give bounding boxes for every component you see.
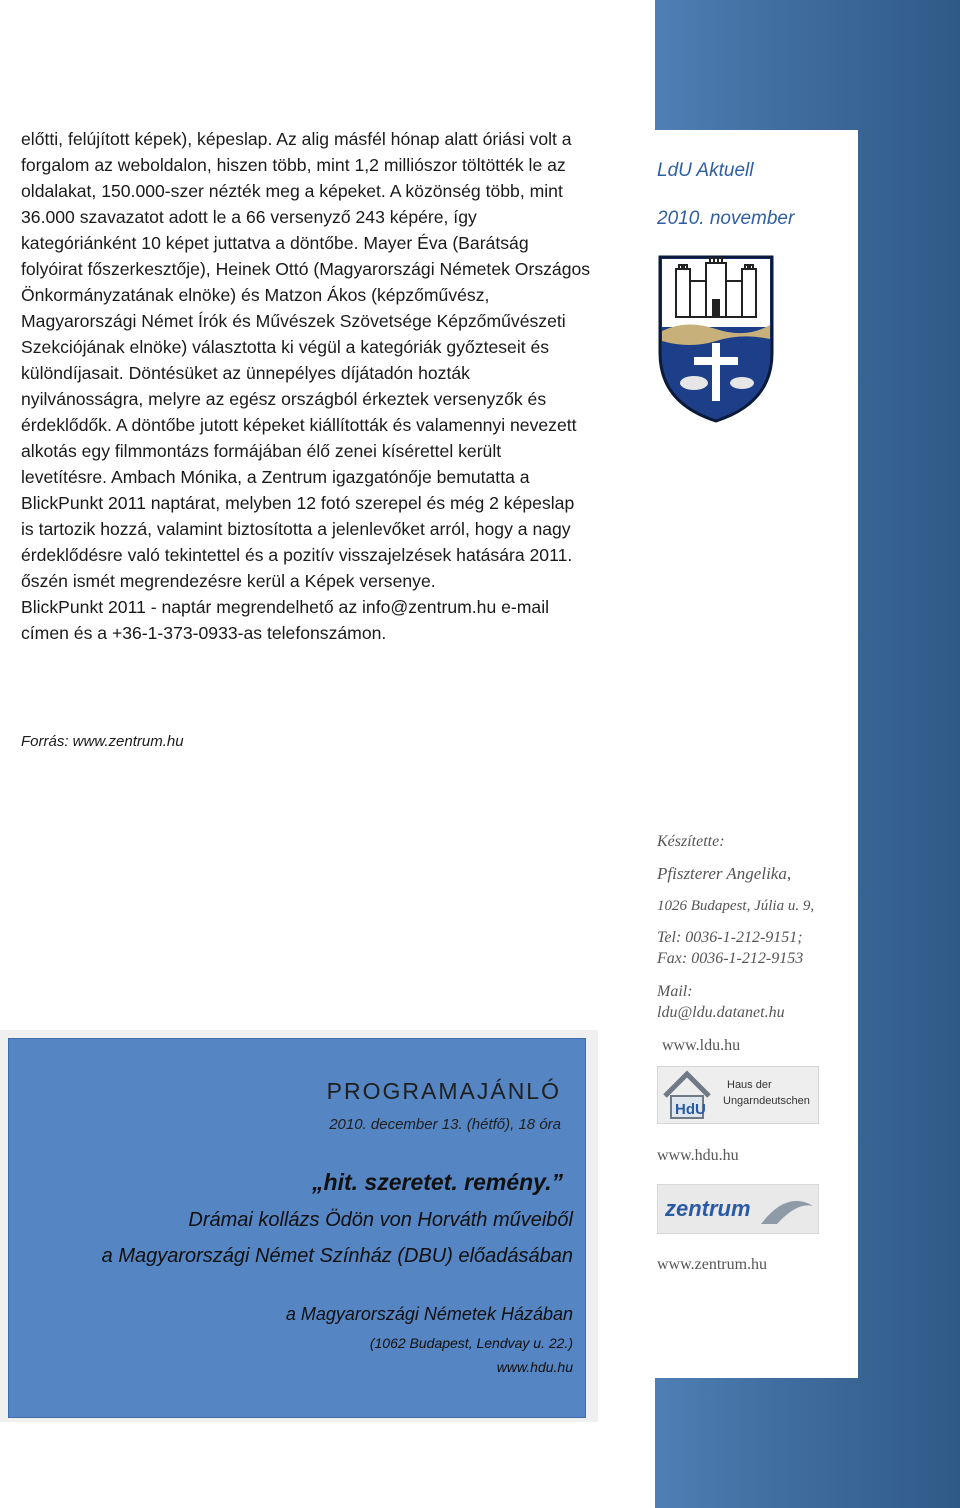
hdu-logo-icon xyxy=(657,1066,819,1124)
editor-tel: Tel: 0036-1-212-9151; xyxy=(657,929,803,946)
program-description-2: a Magyarországi Német Színház (DBU) előadásában xyxy=(101,1245,573,1267)
made-by-label: Készítette: xyxy=(657,833,725,850)
newsletter-date: 2010. november xyxy=(657,208,795,229)
zentrum-logo-text: zentrum xyxy=(665,1196,751,1221)
program-show-title: „hit. szeretet. remény.” xyxy=(312,1169,563,1195)
newsletter-title: LdU Aktuell xyxy=(657,160,754,181)
program-box xyxy=(8,1038,586,1418)
mail-link[interactable]: ldu@ldu.datanet.hu xyxy=(657,1004,785,1021)
hdu-logo-line2: Ungarndeutschen xyxy=(723,1095,810,1107)
hdu-web-link[interactable]: www.hdu.hu xyxy=(657,1147,739,1164)
editor-name: Pfiszterer Angelika, xyxy=(657,864,792,883)
ldu-web-link[interactable]: www.ldu.hu xyxy=(662,1037,741,1054)
article-source: Forrás: www.zentrum.hu xyxy=(21,733,184,750)
article-paragraph: előtti, felújított képek), képeslap. Az alig másfél hónap alatt óriási volt a forgalom az weboldalon, hiszen több, mint 1,2 milliószor töltötték le az oldalakat, 150.000-szer nézték meg a képeket. A közönség több, mint 36.000 szavazatot adott le a 66 versenyző 243 képére, így kategóriánként 10 képet juttatva a döntőbe. Mayer Éva (Barátság folyóirat főszerkesztője), Heinek Ottó (Magyarországi Németek Országos Önkormányzatának elnöke) és Matzon Ákos (képzőművész, Magyarországi Német Írók és Művészek Szövetsége Képzőművészeti Szekciójának elnöke) választotta ki végül a kategóriák győzteseit és különdíjasait. Döntésüket az ünnepélyes díjátadón hozták nyilvánosságra, melyre az egész országból érkeztek versenyzők és érdeklődők. A döntőbe jutott képeket kiállították és valamennyi nevezett alkotás egy filmmontázs formájában élő zenei kísérettel került levetítésre. Ambach Mónika, a Zentrum igazgatónője bemutatta a BlickPunkt 2011 naptárat, melyben 12 fotó szerepel és még 2 képeslap is tartozik hozzá, valamint biztosította a jelenlevőket arról, hogy a nagy érdeklődésre való tekintettel és a pozitív visszajelzések hatására 2011. őszén ismét megrendezésre kerül a Képek versenye. xyxy=(21,129,591,591)
editor-address: 1026 Budapest, Júlia u. 9, xyxy=(657,898,815,914)
editor-fax: Fax: 0036-1-212-9153 xyxy=(657,950,804,967)
program-address: (1062 Budapest, Lendvay u. 22.) xyxy=(369,1335,573,1351)
coat-of-arms-icon xyxy=(656,253,776,425)
program-venue: a Magyarországi Németek Házában xyxy=(285,1304,573,1324)
program-date: 2010. december 13. (hétfő), 18 óra xyxy=(329,1116,561,1133)
program-title: PROGRAMAJÁNLÓ xyxy=(326,1078,561,1104)
hdu-logo-line1: Haus der xyxy=(727,1079,772,1091)
zentrum-logo-icon xyxy=(657,1184,819,1234)
zentrum-web-link[interactable]: www.zentrum.hu xyxy=(657,1256,768,1273)
mail-label: Mail: xyxy=(657,983,693,1000)
svg-text:HdU: HdU xyxy=(675,1101,706,1118)
program-web-link[interactable]: www.hdu.hu xyxy=(496,1359,573,1375)
order-info: BlickPunkt 2011 - naptár megrendelhető az info@zentrum.hu e-mail címen és a +36-1-373-0933-as telefonszámon. xyxy=(21,597,550,643)
program-description-1: Drámai kollázs Ödön von Horváth műveiből xyxy=(188,1209,573,1231)
article-body xyxy=(21,126,591,646)
